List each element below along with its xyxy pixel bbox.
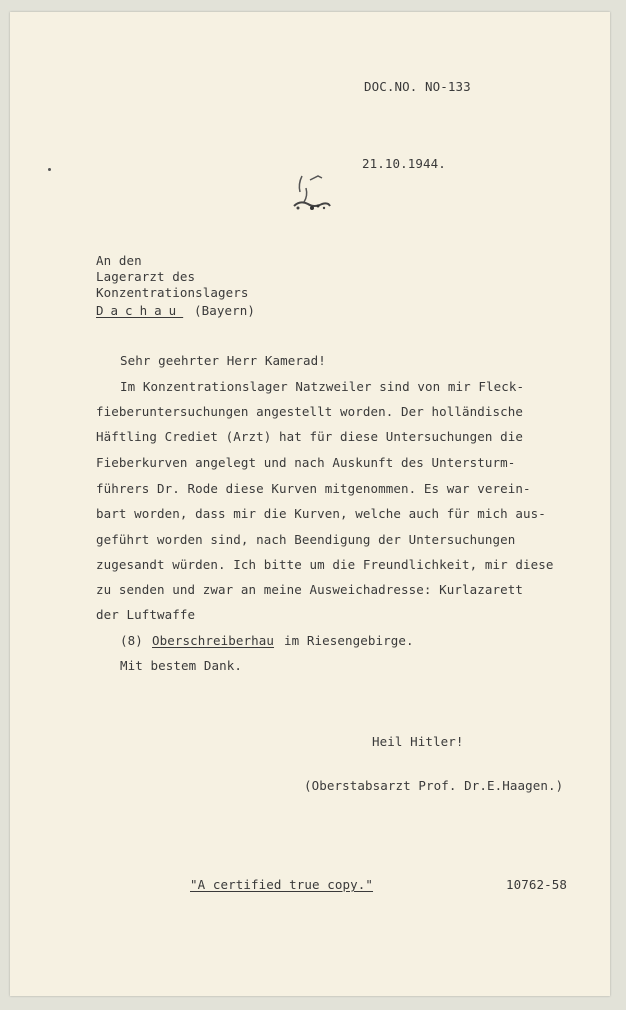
body-line: der Luftwaffe — [96, 607, 196, 622]
forwarding-address-prefix: (8) — [120, 633, 143, 648]
forwarding-address-place: Oberschreiberhau — [152, 633, 275, 648]
address-line-1: An den — [96, 253, 142, 268]
salutation: Sehr geehrter Herr Kamerad! — [120, 353, 326, 368]
thanks-line: Mit bestem Dank. — [120, 658, 243, 673]
body-line: zu senden und zwar an meine Ausweichadresse: Kurlazarett — [96, 582, 524, 597]
address-line-3: Konzentrationslagers — [96, 285, 249, 300]
body-line: geführt worden sind, nach Beendigung der Untersuchungen — [96, 532, 516, 547]
margin-mark — [48, 168, 51, 171]
letter-date: 21.10.1944. — [362, 156, 446, 171]
doc-number: DOC.NO. NO-133 — [364, 79, 471, 94]
body-line: Im Konzentrationslager Natzweiler sind von mir Fleck- — [120, 379, 525, 394]
body-line: führers Dr. Rode diese Kurven mitgenommen. Es war verein- — [96, 481, 531, 496]
stamp-mark-icon — [288, 162, 336, 214]
body-line: bart worden, dass mir die Kurven, welche auch für mich aus- — [96, 506, 546, 521]
body-line: fieberuntersuchungen angestellt worden. Der holländische — [96, 404, 524, 419]
address-city: Dachau — [96, 303, 184, 318]
body-line: Fieberkurven angelegt und nach Auskunft des Untersturm- — [96, 455, 516, 470]
closing-greeting: Heil Hitler! — [372, 734, 464, 749]
body-line: zugesandt würden. Ich bitte um die Freundlichkeit, mir diese — [96, 557, 554, 572]
address-region: (Bayern) — [194, 303, 256, 318]
body-line: Häftling Crediet (Arzt) hat für diese Untersuchungen die — [96, 429, 524, 444]
signature-block: (Oberstabsarzt Prof. Dr.E.Haagen.) — [304, 778, 564, 793]
address-line-2: Lagerarzt des — [96, 269, 196, 284]
forwarding-address-suffix: im Riesengebirge. — [284, 633, 414, 648]
document-reference: 10762-58 — [506, 877, 568, 892]
certified-copy-note: "A certified true copy." — [190, 877, 374, 892]
